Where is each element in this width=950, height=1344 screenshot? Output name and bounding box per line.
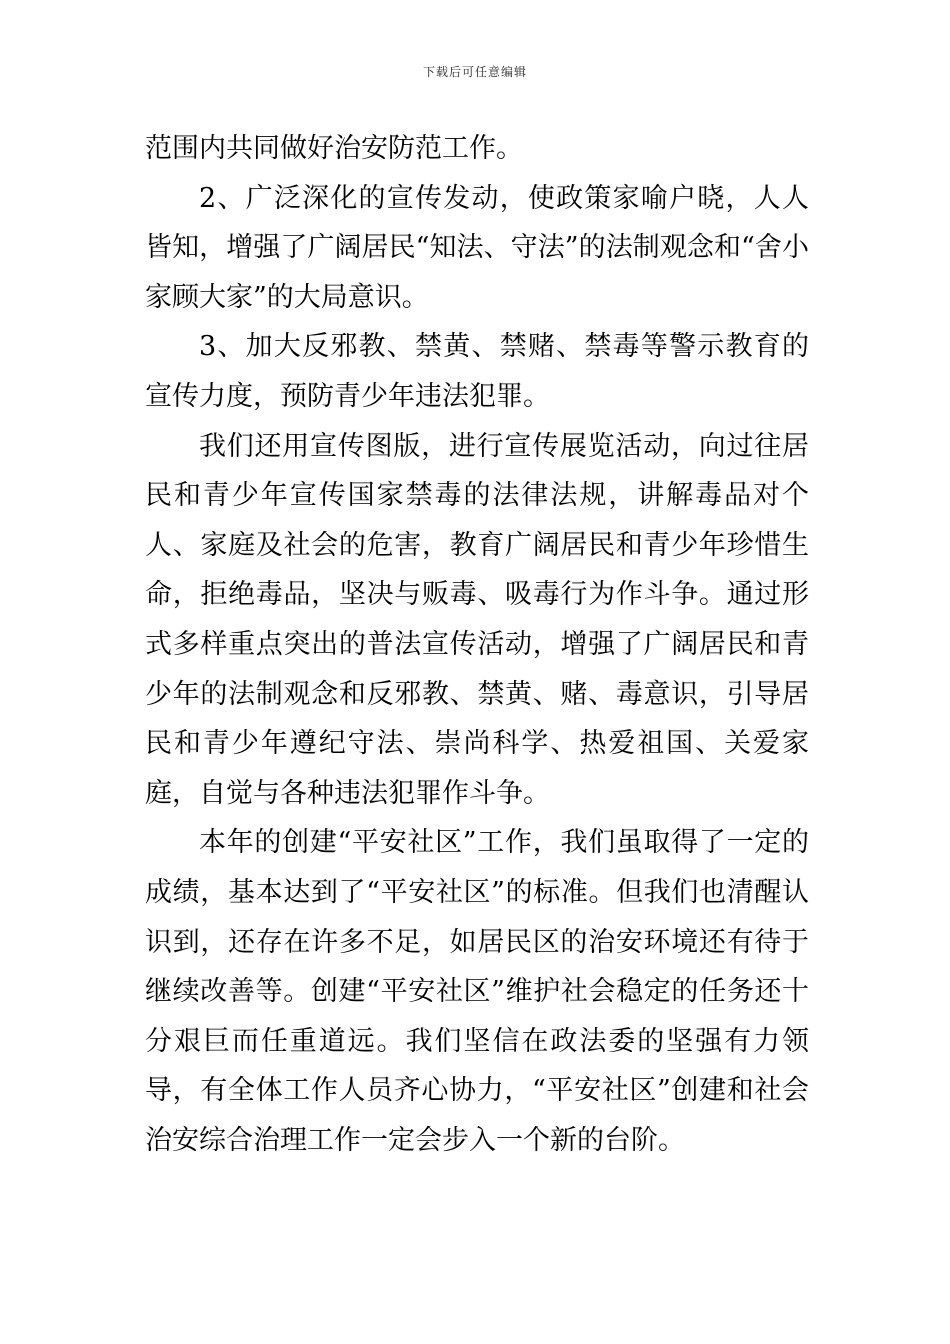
paragraph-item-2: 2、广泛深化的宣传发动，使政策家喻户晓，人人皆知，增强了广阔居民“知法、守法”的法制观念和“舍小家顾大家”的大局意识。 <box>145 182 809 313</box>
paragraph-conclusion: 本年的创建“平安社区”工作，我们虽取得了一定的成绩，基本达到了“平安社区”的标准。但我们也清醒认识到，还存在许多不足，如居民区的治安环境还有待于继续改善等。创建“平安社区”维护社会稳定的任务还十分艰巨而任重道远。我们坚信在政法委的坚强有力领导，有全体工作人员齐心协力，“平安社区”创建和社会治安综合治理工作一定会步入一个新的台阶。 <box>145 827 809 1156</box>
document-body <box>145 124 809 1165</box>
paragraph-publicity: 我们还用宣传图版，进行宣传展览活动，向过往居民和青少年宣传国家禁毒的法律法规，讲解毒品对个人、家庭及社会的危害，教育广阔居民和青少年珍惜生命，拒绝毒品，坚决与贩毒、吸毒行为作斗争。通过形式多样重点突出的普法宣传活动，增强了广阔居民和青少年的法制观念和反邪教、禁黄、赌、毒意识，引导居民和青少年遵纪守法、崇尚科学、热爱祖国、关爱家庭，自觉与各种违法犯罪作斗争。 <box>145 430 809 809</box>
paragraph-continuation: 范围内共同做好治安防范工作。 <box>145 133 523 164</box>
page-header: 下载后可任意编辑 <box>422 65 527 79</box>
paragraph-item-3: 3、加大反邪教、禁黄、禁赌、禁毒等警示教育的宣传力度，预防青少年违法犯罪。 <box>145 331 809 412</box>
